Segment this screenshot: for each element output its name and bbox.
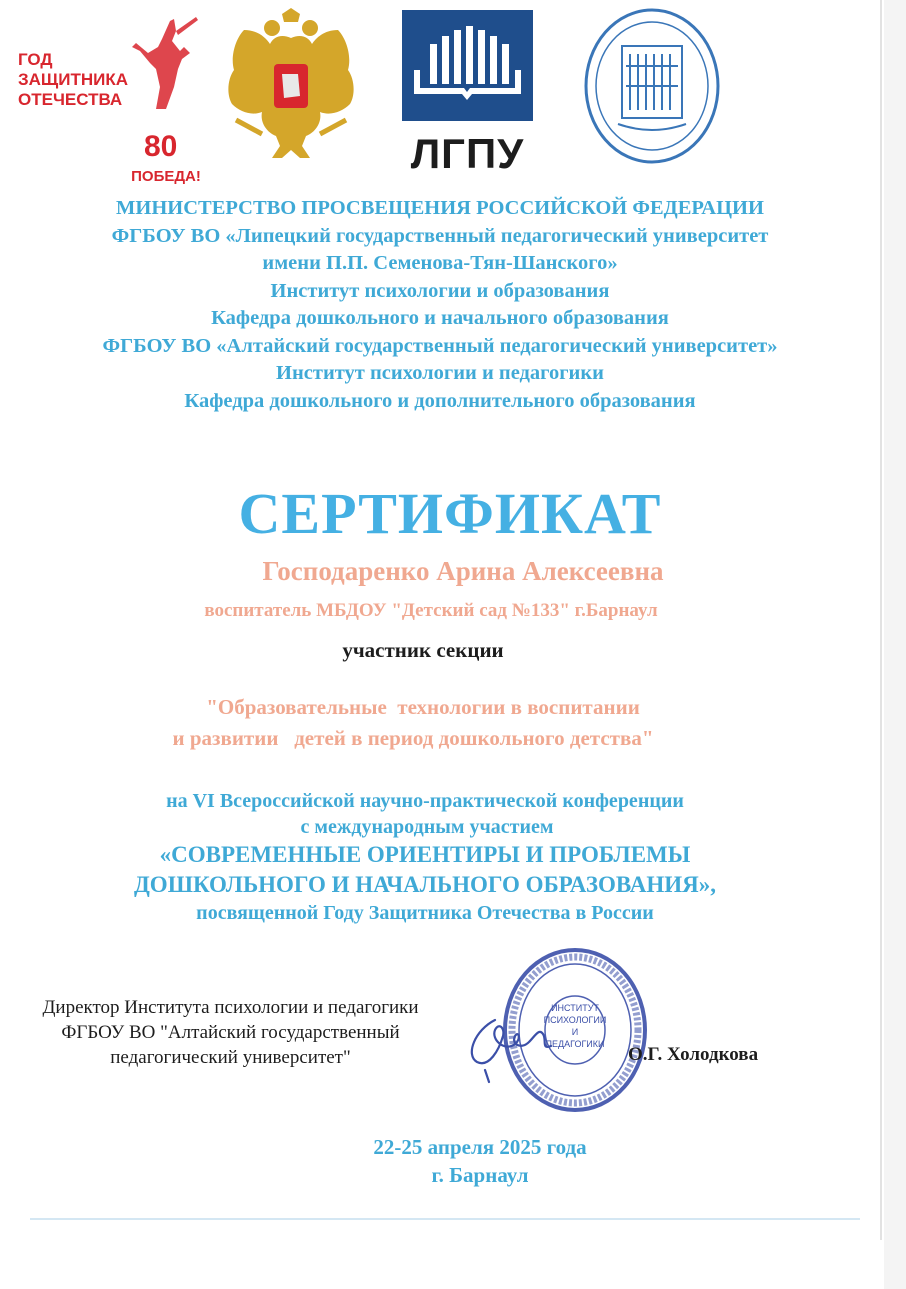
year-of-defender-logo [18, 30, 208, 185]
lgpu-logo [400, 8, 535, 177]
year-line-3: ОТЕЧЕСТВА [18, 90, 123, 109]
header-agpu: ФГБОУ ВО «Алтайский государственный педагогический университет» [102, 334, 778, 357]
event-date: 22-25 апреля 2025 года [373, 1135, 587, 1159]
participant-label: участник секции [342, 638, 504, 662]
russian-coat-of-arms-icon [222, 8, 360, 168]
conference-line-1: на VI Всероссийской научно-практической конференции [166, 790, 684, 812]
stamp-line-1: ИНСТИТУТ [551, 1003, 599, 1013]
header-lgpu-institute: Институт психологии и образования [270, 279, 610, 302]
handwritten-signature [455, 1000, 565, 1085]
recipient-name: Господаренко Арина Алексеевна [262, 556, 664, 586]
bottom-border-line [30, 1218, 860, 1220]
conference-name-line-2: ДОШКОЛЬНОГО И НАЧАЛЬНОГО ОБРАЗОВАНИЯ», [133, 872, 717, 897]
conference-line-2: с международным участием [300, 816, 554, 838]
director-line-2: ФГБОУ ВО "Алтайский государственный [61, 1022, 400, 1043]
stamp-line-2: ПСИХОЛОГИИ [543, 1015, 607, 1025]
header-lgpu: ФГБОУ ВО «Липецкий государственный педагогический университет [111, 224, 769, 247]
motherland-statue-icon [126, 10, 202, 120]
header-lgpu-department: Кафедра дошкольного и начального образования [211, 307, 669, 329]
header-ministry: МИНИСТЕРСТВО ПРОСВЕЩЕНИЯ РОССИЙСКОЙ ФЕДЕРАЦИИ [116, 197, 764, 219]
conference-block [0, 788, 880, 926]
year-of-defender-text [18, 50, 128, 110]
stamp-line-4: ПЕДАГОГИКИ [545, 1039, 605, 1049]
year-line-2: ЗАЩИТНИКА [18, 70, 129, 89]
event-city: г. Барнаул [431, 1163, 529, 1187]
victory-text: ПОБЕДА! [131, 168, 201, 185]
director-line-1: Директор Института психологии и педагогики [42, 997, 419, 1018]
organizers-header [0, 195, 880, 415]
conference-name-line-1: «СОВРЕМЕННЫЕ ОРИЕНТИРЫ И ПРОБЛЕМЫ [159, 842, 691, 867]
section-title [0, 692, 846, 754]
year-line-1: ГОД [18, 50, 53, 69]
agpu-emblem-icon [582, 6, 722, 166]
section-title-line-2: и развитии детей в период дошкольного детства" [172, 726, 654, 750]
header-lgpu-name: имени П.П. Семенова-Тян-Шанского» [262, 252, 618, 274]
event-date-place [0, 1133, 906, 1189]
lgpu-abbreviation: ЛГПУ [410, 130, 525, 177]
conference-dedication: посвященной Году Защитника Отечества в России [196, 902, 654, 924]
scan-edge-line [880, 0, 882, 1240]
header-agpu-institute: Институт психологии и педагогики [276, 362, 604, 384]
recipient-position: воспитатель МБДОУ "Детский сад №133" г.Барнаул [204, 600, 658, 621]
signer-name: О.Г. Холодкова [628, 1044, 759, 1065]
section-title-line-1: "Образовательные технологии в воспитании [206, 695, 640, 719]
director-title [28, 995, 433, 1070]
header-agpu-department: Кафедра дошкольного и дополнительного образования [184, 389, 696, 412]
victory-80-number: 80 [144, 130, 178, 163]
certificate-title: СЕРТИФИКАТ [238, 481, 662, 546]
scan-margin [884, 0, 906, 1289]
stamp-line-3: И [571, 1027, 579, 1037]
director-line-3: педагогический университет" [110, 1047, 351, 1068]
lgpu-book-icon [400, 8, 535, 123]
